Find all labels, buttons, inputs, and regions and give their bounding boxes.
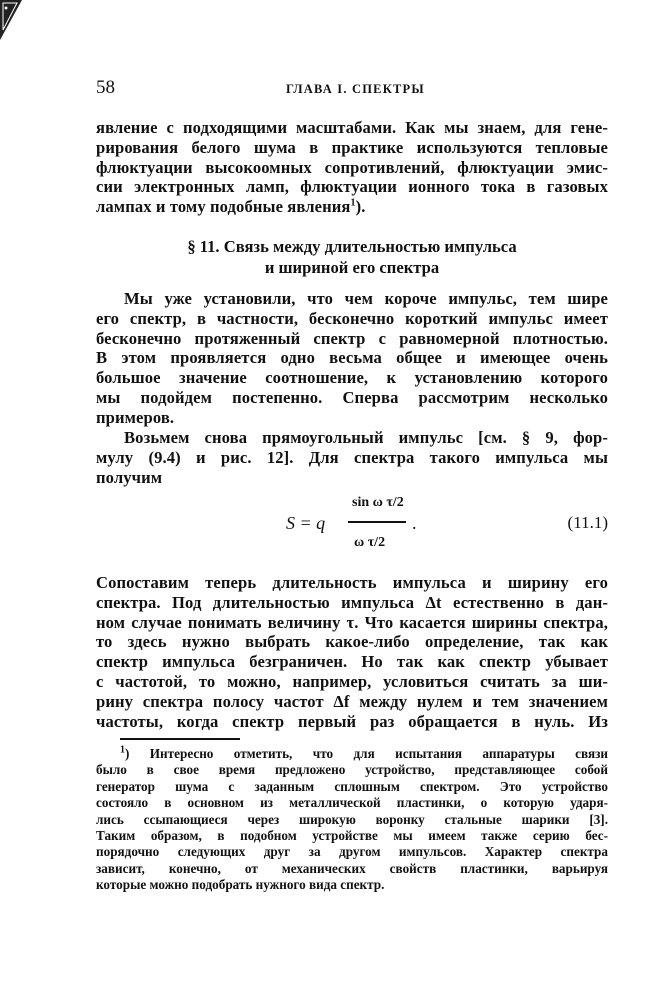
text-line: явление с подходящими масштабами. Как мы знаем, для гене- <box>96 118 608 137</box>
footnote-mark: 1 <box>120 744 125 756</box>
formula-denominator: ω τ/2 <box>354 535 386 550</box>
footnote-line: лись ссыпающиеся через широкую воронку стальные шарики [3]. <box>96 811 608 827</box>
footnote-line: состояло в основном из металлической пластинки, о которую ударя- <box>96 795 608 811</box>
equation-number: (11.1) <box>567 513 608 532</box>
footnote-line: генератор шума с заданным сплошным спектром. Это устройство <box>96 778 608 794</box>
text-line: с частотой, то можно, например, условиться считать за ши- <box>96 671 608 691</box>
footnote-line: $^1$) Интересно отметить, что для испытания аппаратуры связи <box>120 744 608 761</box>
formula-numerator: sin ω τ/2 <box>352 495 404 510</box>
footnote-line: порядочно следующих друг за другом импульсов. Характер спектра <box>96 844 608 860</box>
text-line: В этом проявляется одно весьма общее и имеющее очень <box>96 348 608 368</box>
text-line: примеров. <box>96 407 175 427</box>
text-line: лампах и тому подобные явления$^1$). <box>96 197 366 217</box>
text-line: его спектр, в частности, бесконечно короткий импульс имеет <box>96 308 608 328</box>
text-line: спектр импульса безграничен. Но так как спектр убывает <box>96 652 608 672</box>
text-line: Сопоставим теперь длительность импульса и ширину его <box>96 573 608 592</box>
text-line: мы подойдем постепенно. Сперва рассмотрим несколько <box>96 387 608 407</box>
fraction-bar <box>348 521 406 523</box>
formula-lhs: S = q <box>286 513 326 533</box>
footnote-rule <box>120 738 240 740</box>
text-line: сии электронных ламп, флюктуации ионного тока в газовых <box>96 177 608 197</box>
text-line: Мы уже установили, что чем короче импульс, тем шире <box>124 289 608 308</box>
paragraph-2 <box>96 289 608 428</box>
page-header <box>96 77 608 101</box>
paragraph-1 <box>96 118 608 217</box>
text-line: то здесь нужно выбрать какое-либо определение, так как <box>96 632 608 652</box>
formula-11-1 <box>96 485 608 565</box>
text-line: рирования белого шума в практике используются тепловые <box>96 137 608 157</box>
text-line: бесконечно протяженный спектр с равномерной плотностью. <box>96 328 608 348</box>
corner-ornament-icon <box>0 0 22 40</box>
footnote-line: Таким образом, в подобном устройстве мы имеем также серию бес- <box>96 827 608 843</box>
section-title-line: § 11. Связь между длительностью импульса <box>187 237 517 256</box>
text-line: получим <box>96 467 163 487</box>
text-line: большое значение соотношение, к установлению которого <box>96 368 608 388</box>
formula-period: . <box>412 513 417 533</box>
paragraph-3 <box>96 428 608 487</box>
footnote-line: которые можно подобрать нужного вида спектр. <box>96 877 385 893</box>
paragraph-4 <box>96 573 608 731</box>
footnote-line: было в свое время предложено устройство, представляющее собой <box>96 762 608 778</box>
running-head: ГЛАВА I. СПЕКТРЫ <box>286 82 425 96</box>
text-line: спектра. Под длительностью импульса Δt естественно в дан- <box>96 592 608 612</box>
text-line: мулу (9.4) и рис. 12]. Для спектра такого импульса мы <box>96 447 608 467</box>
text-line: рину спектра полосу частот Δf между нулем и тем значением <box>96 691 608 711</box>
text-line: ном случае понимать величину τ. Что касается ширины спектра, <box>96 612 608 632</box>
footnote <box>96 746 608 894</box>
text-line: флюктуации высокоомных сопротивлений, флюктуации эмис- <box>96 157 608 177</box>
page-number: 58 <box>96 77 115 98</box>
footnote-marker: 1 <box>350 197 356 209</box>
footnote-line: зависит, конечно, от механических свойств пластинки, варьируя <box>96 860 608 876</box>
text-line: Возьмем снова прямоугольный импульс [см. § 9, фор- <box>124 428 608 447</box>
section-title <box>96 236 608 278</box>
section-title-line: и шириной его спектра <box>264 258 440 277</box>
text-line: частоты, когда спектр первый раз обращается в нуль. Из <box>96 711 608 731</box>
